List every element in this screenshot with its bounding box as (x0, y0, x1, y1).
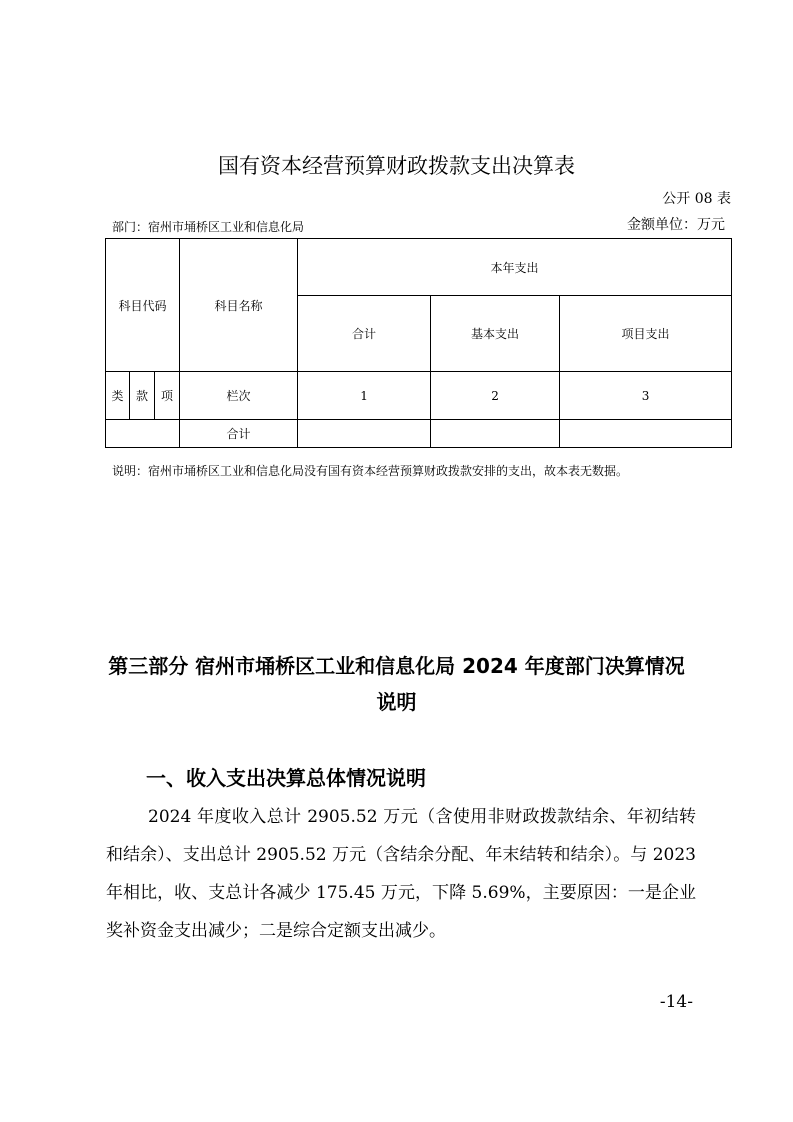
total-row-basic-value (431, 420, 560, 448)
table-title: 国有资本经营预算财政拨款支出决算表 (218, 154, 575, 178)
column-number-1: 1 (298, 372, 431, 420)
column-number-2: 2 (431, 372, 560, 420)
body-paragraph-text: 2024 年度收入总计 2905.52 万元（含使用非财政拨款结余、年初结转和结余）、支出总计 2905.52 万元（含结余分配、年末结转和结余）。与 2023 年相比，收、支总计各减少 175.45 万元，下降 5.69%，主要原因：一是企业奖补资金支出减少；二是综合定额支出减少。 (106, 807, 696, 941)
header-subject-name: 科目名称 (180, 239, 298, 372)
part-three-title-line2: 说明 (376, 690, 417, 714)
part-three-title-line1: 第三部分 宿州市埇桥区工业和信息化局 2024 年度部门决算情况 (108, 654, 685, 678)
table-number: 公开 08 表 (662, 191, 731, 207)
expenditure-table (105, 238, 732, 448)
total-row-code-cell (106, 420, 180, 448)
header-project-expenditure: 项目支出 (560, 296, 732, 372)
total-row-total-value (298, 420, 431, 448)
column-item: 项 (155, 372, 180, 420)
column-number-3: 3 (560, 372, 732, 420)
body-paragraph (106, 798, 696, 950)
header-current-year-expenditure: 本年支出 (298, 239, 732, 296)
column-section: 款 (130, 372, 155, 420)
row-column-number-label: 栏次 (180, 372, 298, 420)
amount-unit-label: 金额单位：万元 (627, 217, 725, 233)
section-heading: 一、收入支出决算总体情况说明 (146, 766, 426, 790)
header-subject-code: 科目代码 (106, 239, 180, 372)
total-row-project-value (560, 420, 732, 448)
table-note: 说明：宿州市埇桥区工业和信息化局没有国有资本经营预算财政拨款安排的支出，故本表无数据。 (112, 464, 629, 478)
column-class: 类 (106, 372, 130, 420)
page-number: -14- (659, 992, 693, 1012)
total-row-label: 合计 (180, 420, 298, 448)
header-total: 合计 (298, 296, 431, 372)
department-label: 部门：宿州市埇桥区工业和信息化局 (112, 220, 305, 234)
part-three-title (0, 648, 793, 720)
header-basic-expenditure: 基本支出 (431, 296, 560, 372)
